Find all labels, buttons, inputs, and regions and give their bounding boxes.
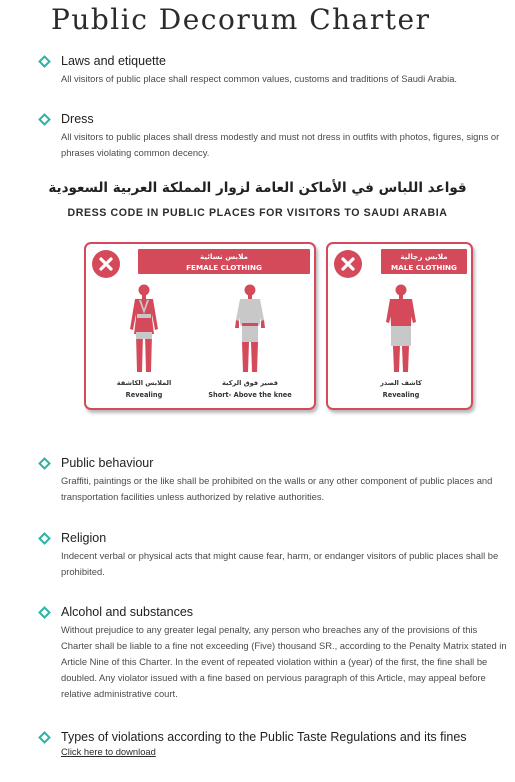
section-dress — [38, 112, 511, 161]
dress-code-infographic — [0, 176, 515, 421]
female-label-english: FEMALE CLOTHING — [186, 263, 262, 272]
female-clothing-label — [138, 249, 310, 274]
section-text: Graffiti, paintings or the like shall be prohibited on the walls or any other component of public places and transportation facilities unless authorized by relative authorities. — [61, 475, 493, 502]
section-alcohol-and-substances — [38, 605, 511, 702]
infographic-title-arabic: قواعد اللباس في الأماكن العامة لزوار المملكة العربية السعودية — [48, 180, 467, 196]
caption-english: Short- Above the knee — [208, 391, 292, 399]
section-heading: Alcohol and substances — [61, 605, 194, 619]
page-title: Public Decorum Charter — [51, 3, 431, 36]
diamond-bullet-icon — [38, 457, 51, 470]
male-label-english: MALE CLOTHING — [391, 263, 457, 272]
section-types-of-violations — [38, 730, 511, 757]
short-female-figure-icon — [233, 284, 267, 376]
caption-arabic: الملابس الكاشفة — [116, 379, 172, 387]
male-label-arabic: ملابس رجالية — [400, 252, 448, 261]
x-circle-icon — [92, 250, 120, 278]
section-text: All visitors to public places shall dress modestly and must not dress in outfits with photos, figures, signs or phrases violating common decency. — [61, 131, 500, 158]
revealing-female-caption — [108, 377, 180, 401]
section-public-behaviour — [38, 456, 511, 505]
diamond-bullet-icon — [38, 606, 51, 619]
infographic-title-english: DRESS CODE IN PUBLIC PLACES FOR VISITORS TO SAUDI ARABIA — [67, 207, 448, 219]
short-female-caption — [202, 377, 298, 401]
download-link[interactable]: Click here to download — [61, 746, 156, 757]
section-text: Without prejudice to any greater legal penalty, any person who breaches any of the provisions of this Charter shall be liable to a fine not exceeding (Five) thousand SR., according to the Penalty Matrix stated in Article Nine of this Charter. In the event of repeated violation within a (year) of the first, the fine shall be doubled. Any violator issued with a fine based on pervious paragraph of this Article, may appeal before relative administrative court. — [61, 624, 507, 699]
diamond-bullet-icon — [38, 55, 51, 68]
revealing-male-figure-icon — [384, 284, 418, 376]
female-clothing-panel — [84, 242, 316, 410]
section-heading: Public behaviour — [61, 456, 154, 470]
diamond-bullet-icon — [38, 731, 51, 744]
caption-arabic: كاشف الصدر — [380, 379, 422, 387]
revealing-male-caption — [366, 377, 436, 401]
female-label-arabic: ملابس نسائية — [200, 252, 248, 261]
section-text: All visitors of public place shall respect common values, customs and traditions of Saudi Arabia. — [61, 73, 458, 84]
male-clothing-panel — [326, 242, 473, 410]
section-heading: Laws and etiquette — [61, 54, 166, 68]
section-laws-and-etiquette — [38, 54, 511, 87]
caption-arabic: قصير فوق الركبة — [222, 379, 278, 387]
caption-english: Revealing — [125, 391, 163, 399]
section-text: Indecent verbal or physical acts that might cause fear, harm, or endanger visitors of public places shall be prohibited. — [61, 550, 499, 577]
revealing-female-figure-icon — [127, 284, 161, 376]
section-heading: Religion — [61, 531, 107, 545]
caption-english: Revealing — [382, 391, 420, 399]
x-circle-icon — [334, 250, 362, 278]
diamond-bullet-icon — [38, 113, 51, 126]
section-heading: Dress — [61, 112, 94, 126]
section-religion — [38, 531, 511, 580]
diamond-bullet-icon — [38, 532, 51, 545]
male-clothing-label — [381, 249, 467, 274]
section-heading: Types of violations according to the Public Taste Regulations and its fines — [61, 730, 467, 744]
